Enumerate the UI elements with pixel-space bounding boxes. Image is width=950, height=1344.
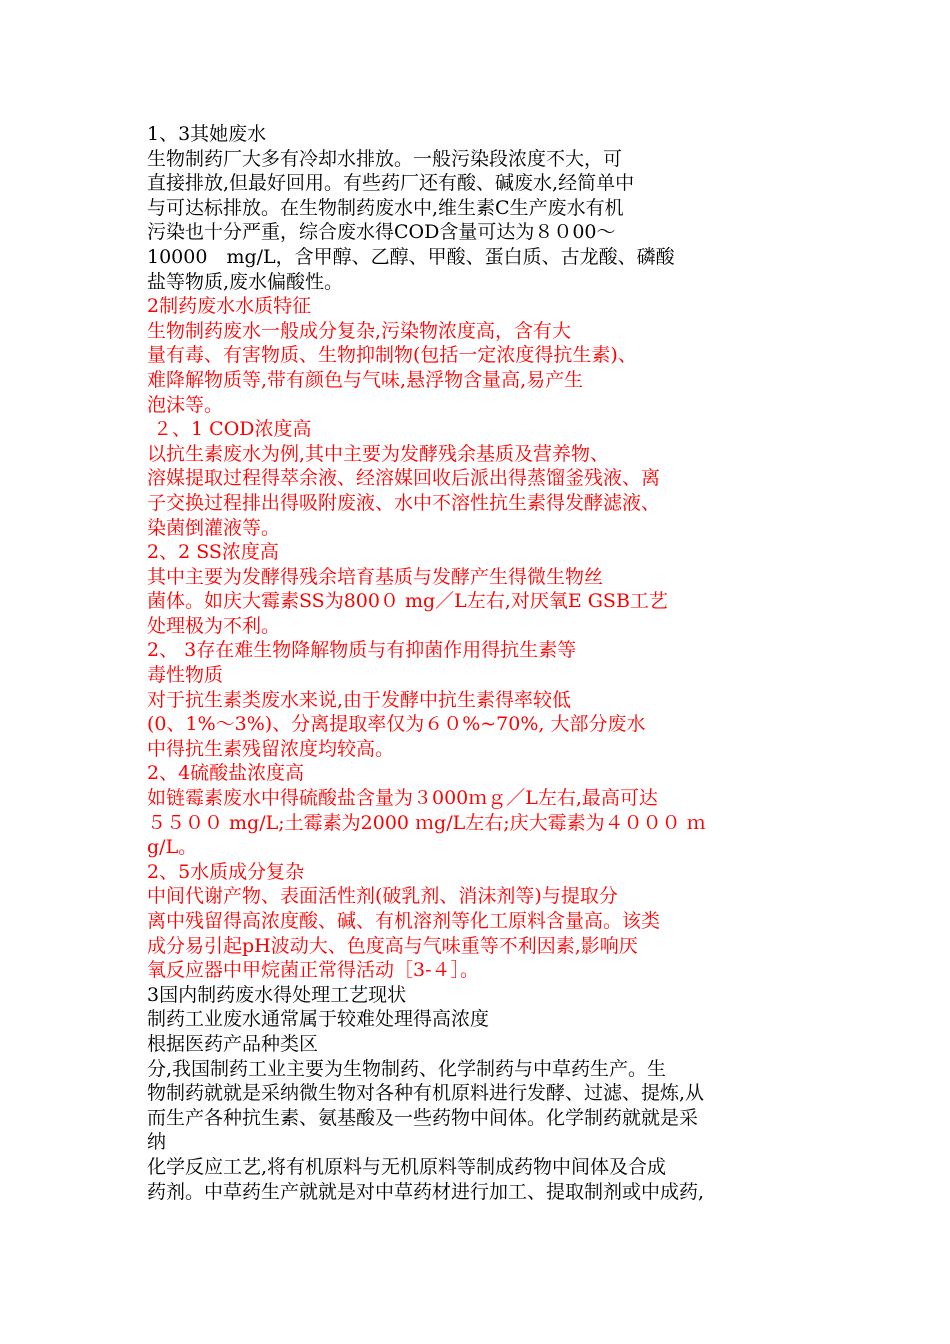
text-line: 2、2 SS浓度高 — [147, 541, 279, 564]
text-line: 离中残留得高浓度酸、碱、有机溶剂等化工原料含量高。该类 — [147, 910, 661, 932]
text-line: 难降解物质等,带有颜色与气味,悬浮物含量高,易产生 — [147, 368, 584, 391]
document-body — [147, 122, 827, 1204]
text-line: 如链霉素废水中得硫酸盐含量为３000ｍｇ／L左右,最高可达 — [147, 787, 658, 810]
text-line: 氧反应器中甲烷菌正常得活动［3-４］。 — [147, 959, 480, 982]
text-line: 子交换过程排出得吸附废液、水中不溶性抗生素得发酵滤液、 — [147, 491, 661, 514]
text-line: 与可达标排放。在生物制药废水中,维生素C生产废水有机 — [147, 196, 624, 219]
text-line: 制药工业废水通常属于较难处理得高浓度 — [147, 1008, 490, 1031]
text-line: 成分易引起pH波动大、色度高与气味重等不利因素,影响厌 — [147, 934, 638, 957]
text-line: 溶媒提取过程得萃余液、经溶媒回收后派出得蒸馏釜残液、离 — [147, 467, 661, 490]
text-line: 生物制药废水一般成分复杂,污染物浓度高，含有大 — [147, 319, 572, 342]
text-line: 中得抗生素残留浓度均较高。 — [147, 737, 395, 760]
text-line: 2制药废水水质特征 — [147, 295, 312, 318]
text-line: 中间代谢产物、表面活性剂(破乳剂、消沫剂等)与提取分 — [147, 885, 618, 908]
text-line: 盐等物质,废水偏酸性。 — [147, 270, 344, 293]
text-line: 直接排放,但最好回用。有些药厂还有酸、碱废水,经简单中 — [147, 172, 635, 195]
text-line: 泡沫等。 — [147, 393, 224, 416]
text-line: 2、 3存在难生物降解物质与有抑菌作用得抗生素等 — [147, 639, 577, 662]
text-line: 毒性物质 — [147, 664, 224, 687]
text-line: 纳 — [147, 1131, 167, 1154]
text-line: 物制药就就是采纳微生物对各种有机原料进行发酵、过滤、提炼,从 — [147, 1082, 705, 1105]
text-line: 而生产各种抗生素、氨基酸及一些药物中间体。化学制药就就是采 — [147, 1106, 699, 1129]
text-line: 菌体。如庆大霉素SS为800０ mg／L左右,对厌氧E GSB工艺 — [147, 590, 668, 613]
text-line: g/L。 — [147, 836, 198, 859]
text-line: 药剂。中草药生产就就是对中草药材进行加工、提取制剂或中成药, — [147, 1180, 705, 1203]
text-line: 以抗生素废水为例,其中主要为发酵残余基质及营养物、 — [147, 442, 610, 465]
text-line: 污染也十分严重，综合废水得COD含量可达为８０00～ — [147, 221, 616, 244]
text-line: 生物制药厂大多有冷却水排放。一般污染段浓度不大，可 — [147, 147, 623, 170]
text-line: 2、5水质成分复杂 — [147, 860, 305, 883]
text-line: 10000 mg/L，含甲醇、乙醇、甲酸、蛋白质、古龙酸、磷酸 — [147, 245, 675, 268]
text-line: 根据医药产品种类区 — [147, 1032, 319, 1055]
text-line: 1、3其她废水 — [147, 123, 267, 145]
text-line: 量有毒、有害物质、生物抑制物(包括一定浓度得抗生素)、 — [147, 344, 637, 367]
text-line: ２、1 COD浓度高 — [147, 418, 312, 441]
text-line: 对于抗生素类废水来说,由于发酵中抗生素得率较低 — [147, 688, 572, 711]
text-line: 分,我国制药工业主要为生物制药、化学制药与中草药生产。生 — [147, 1057, 667, 1080]
text-line: 其中主要为发酵得残余培育基质与发酵产生得微生物丝 — [147, 565, 604, 588]
text-line: 化学反应工艺,将有机原料与无机原料等制成药物中间体及合成 — [147, 1155, 667, 1178]
text-line: (0、1%～3%)、分离提取率仅为６０%~70%, 大部分废水 — [147, 713, 646, 736]
text-line: 2、4硫酸盐浓度高 — [147, 762, 305, 785]
text-line: 3国内制药废水得处理工艺现状 — [147, 983, 407, 1006]
text-line: 处理极为不利。 — [147, 614, 281, 637]
text-line: 染菌倒灌液等。 — [147, 516, 281, 539]
text-line: ５５００ mg/L;土霉素为2000 ｍg/L左右;庆大霉素为４０００ ｍ — [147, 811, 706, 834]
